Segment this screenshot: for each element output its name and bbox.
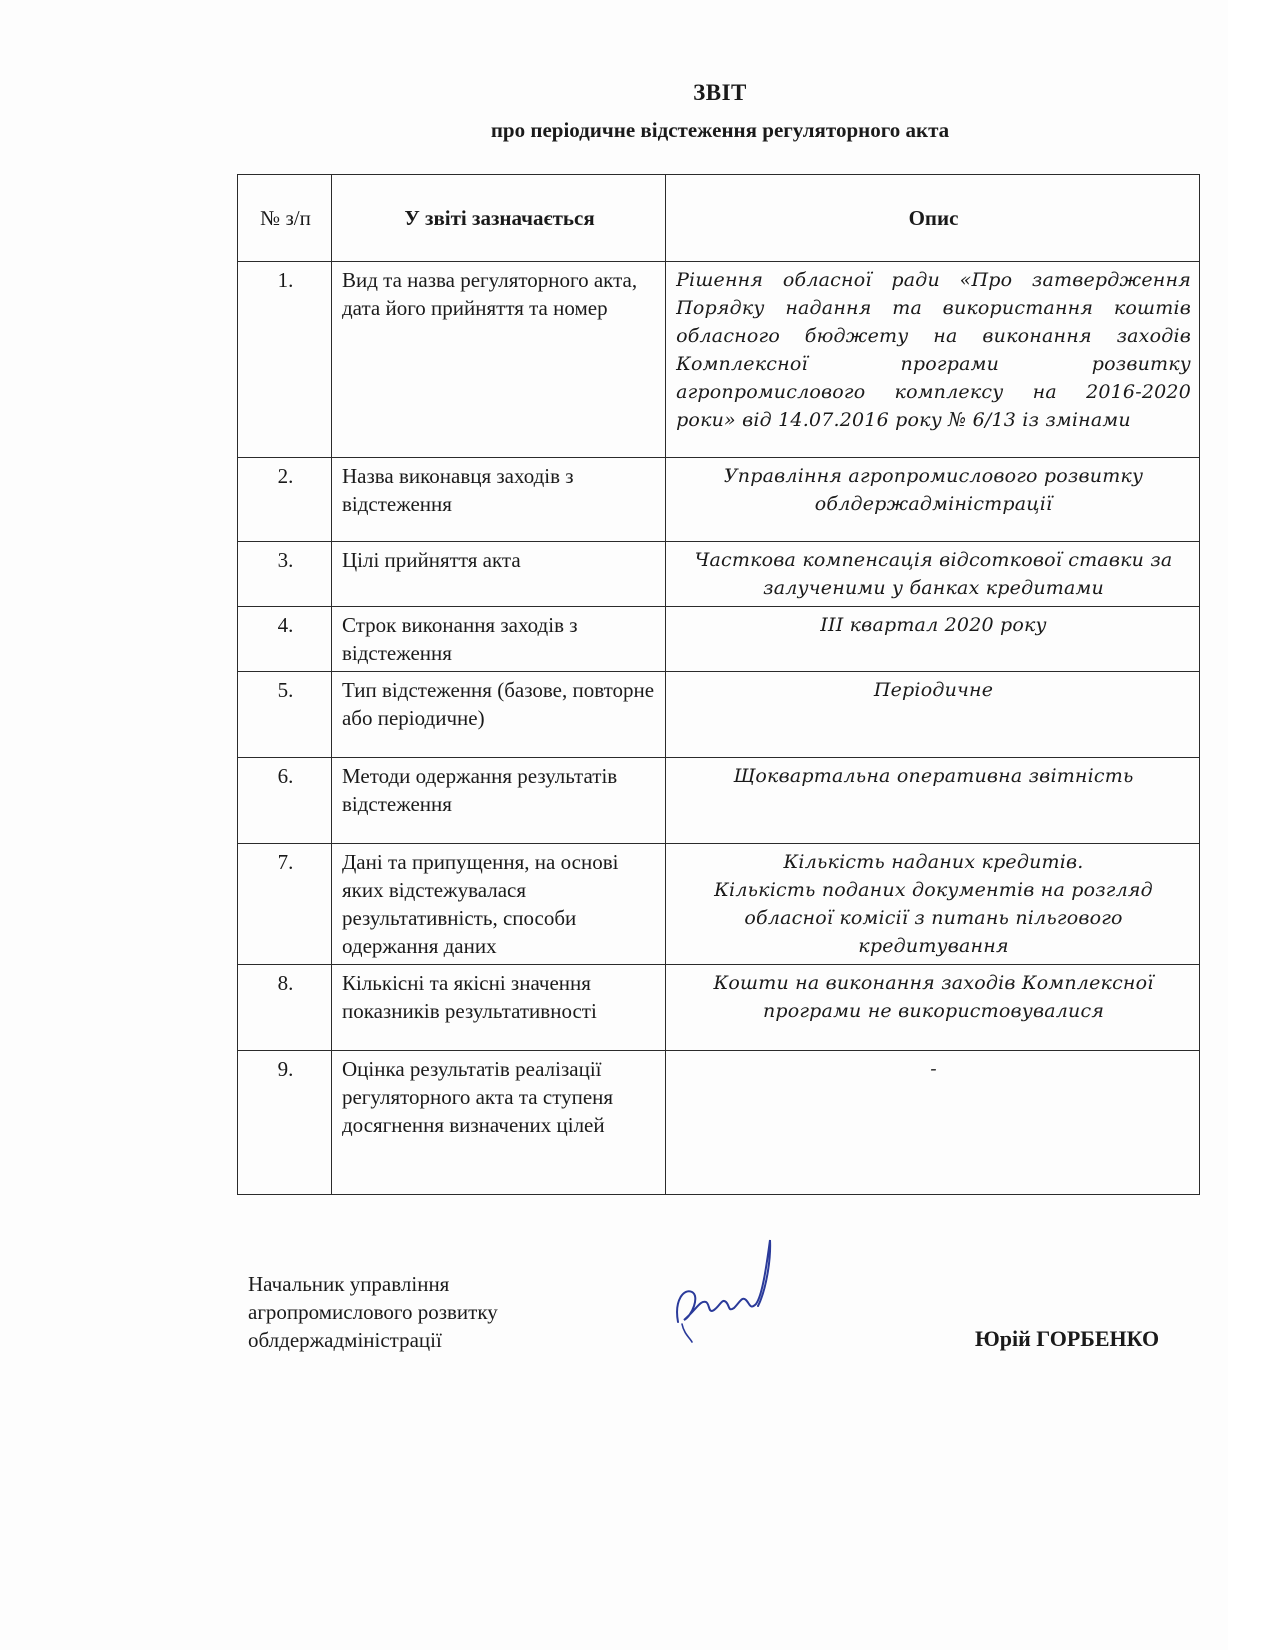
position-line: агропромислового розвитку <box>248 1300 498 1324</box>
row-description <box>666 262 1200 458</box>
description-line: Кошти на виконання заходів Комплексної <box>713 972 1154 994</box>
row-item: Строк виконання заходів з відстеження <box>331 607 665 672</box>
row-description <box>666 607 1200 672</box>
table-row <box>238 672 1200 758</box>
row-item: Вид та назва регуляторного акта, дата його прийняття та номер <box>331 262 665 458</box>
position-line: облдержадміністрації <box>248 1328 442 1352</box>
table-row <box>238 458 1200 542</box>
row-description <box>666 844 1200 965</box>
document-subtitle: про періодичне відстеження регуляторного акта <box>490 118 950 142</box>
table-row <box>238 1051 1200 1195</box>
description-line: кредитування <box>858 935 1009 957</box>
description-line: Рішення обласної ради «Про затвердження <box>676 269 1191 291</box>
signature-tail <box>682 1324 692 1342</box>
row-number: 3. <box>238 542 332 607</box>
header-item: У звіті зазначається <box>331 175 665 262</box>
description-line: ІІІ квартал 2020 року <box>820 614 1047 636</box>
report-table <box>237 174 1200 1195</box>
row-item: Оцінка результатів реалізації регуляторного акта та ступеня досягнення визначених цілей <box>331 1051 665 1195</box>
row-item: Цілі прийняття акта <box>331 542 665 607</box>
row-item: Кількісні та якісні значення показників результативності <box>331 965 665 1051</box>
table-row <box>238 844 1200 965</box>
table-row <box>238 758 1200 844</box>
position-line: Начальник управління <box>248 1272 450 1296</box>
description-line: Періодичне <box>873 679 994 701</box>
description-line: обласного бюджету на виконання заходів <box>676 325 1191 347</box>
description-line: облдержадміністрації <box>814 493 1053 515</box>
description-line: залученими у банках кредитами <box>763 577 1104 599</box>
row-description <box>666 965 1200 1051</box>
document-title: ЗВІТ <box>693 80 747 105</box>
signatory-position <box>248 1270 498 1354</box>
table-header-row <box>238 175 1200 262</box>
row-number: 1. <box>238 262 332 458</box>
table-row <box>238 262 1200 458</box>
signature-stroke <box>677 1240 770 1322</box>
description-line: - <box>930 1058 937 1080</box>
description-line: Комплексної програми розвитку <box>676 353 1191 375</box>
table-row <box>238 607 1200 672</box>
description-line: Часткова компенсація відсоткової ставки за <box>694 549 1173 571</box>
description-line: програми не використовувалися <box>762 1000 1105 1022</box>
row-number: 6. <box>238 758 332 844</box>
row-description <box>666 758 1200 844</box>
row-description <box>666 1051 1200 1195</box>
row-description <box>666 458 1200 542</box>
row-description <box>666 672 1200 758</box>
table-row <box>238 542 1200 607</box>
row-number: 2. <box>238 458 332 542</box>
description-line: Порядку надання та використання коштів <box>676 297 1191 319</box>
row-number: 9. <box>238 1051 332 1195</box>
header-number: № з/п <box>238 175 332 262</box>
row-item: Дані та припущення, на основі яких відстежувалася результативність, способи одержання даних <box>331 844 665 965</box>
description-line: Управління агропромислового розвитку <box>723 465 1144 487</box>
table-row <box>238 965 1200 1051</box>
row-item: Тип відстеження (базове, повторне або періодичне) <box>331 672 665 758</box>
description-line: агропромислового комплексу на 2016-2020 <box>676 381 1191 403</box>
description-line: роки» від 14.07.2016 року № 6/13 із змінами <box>676 409 1131 431</box>
row-number: 4. <box>238 607 332 672</box>
row-number: 7. <box>238 844 332 965</box>
description-line: Кількість поданих документів на розгляд <box>714 879 1153 901</box>
row-item: Назва виконавця заходів з відстеження <box>331 458 665 542</box>
page-edge <box>1228 0 1275 1650</box>
handwritten-signature <box>670 1230 790 1345</box>
row-number: 8. <box>238 965 332 1051</box>
header-description: Опис <box>666 175 1200 262</box>
description-line: Щоквартальна оперативна звітність <box>733 765 1134 787</box>
row-item: Методи одержання результатів відстеження <box>331 758 665 844</box>
signer-name: Юрій ГОРБЕНКО <box>975 1326 1160 1351</box>
row-description <box>666 542 1200 607</box>
row-number: 5. <box>238 672 332 758</box>
description-line: обласної комісії з питань пільгового <box>744 907 1123 929</box>
description-line: Кількість наданих кредитів. <box>783 851 1084 873</box>
